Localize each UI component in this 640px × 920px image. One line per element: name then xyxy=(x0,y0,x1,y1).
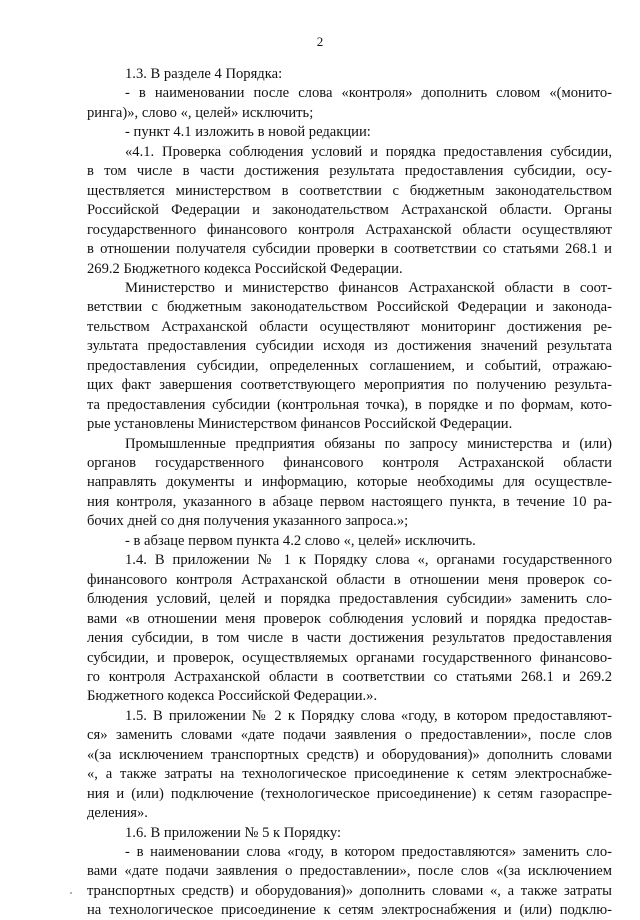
text-line: Министерство и министерство финансов Астраханской области в соот- xyxy=(125,279,612,296)
scan-speck xyxy=(70,892,72,894)
text-line: 1.6. В приложении № 5 к Порядку: xyxy=(125,824,342,841)
text-line: ринга)», слово «, целей» исключить; xyxy=(87,104,314,121)
text-line: ления субсидии, в том числе в части достижения результатов предоставления xyxy=(87,630,612,647)
text-line: бочих дней со дня получения указанного запроса.»; xyxy=(87,513,409,530)
text-line: - пункт 4.1 изложить в новой редакции: xyxy=(125,124,371,141)
text-line: ветствии с бюджетным законодательством Российской Федерации и законода- xyxy=(87,299,612,316)
text-line: щих факт завершения соответствующего мероприятия по получению результа- xyxy=(87,377,612,394)
text-line: - в наименовании слова «году, в котором предоставляются» заменить сло- xyxy=(125,844,612,860)
text-line: - в наименовании после слова «контроля» дополнить словом «(монито- xyxy=(125,85,612,102)
text-line: вами «в отношении меня проверок соблюдения условий и порядка предостав- xyxy=(87,610,612,627)
text-line: 1.4. В приложении № 1 к Порядку слова «, органами государственного xyxy=(125,552,612,569)
text-line: в отношении получателя субсидии проверки в соответствии со статьями 268.1 и xyxy=(87,241,612,258)
text-line: субсидии, и проверок, осуществляемых органами государственного финансово- xyxy=(87,649,612,666)
text-line: транспортных средств) и оборудования)» дополнить словами «, а также затраты xyxy=(87,882,612,899)
text-line: 1.3. В разделе 4 Порядка: xyxy=(125,66,283,82)
text-line: ния контроля, указанного в абзаце первом настоящего пункта, в течение 10 ра- xyxy=(87,493,612,510)
text-line: ния и (или) подключение (технологическое присоединение) к сетям газораспре- xyxy=(87,785,612,802)
text-line: вами «дате подачи заявления о предоставлении», после слов «(за исключением xyxy=(87,863,612,880)
text-line: деления». xyxy=(87,805,148,822)
text-line: тельством Астраханской области осуществляют мониторинг достижения ре- xyxy=(87,318,612,335)
text-line: органов государственного финансового контроля Астраханской области xyxy=(87,455,612,471)
page-number: 2 xyxy=(316,34,324,49)
text-line: зультата предоставления субсидии исходя из достижения значений результата xyxy=(87,338,612,355)
text-line: го контроля Астраханской области в соответствии со статьями 268.1 и 269.2 xyxy=(87,668,612,685)
text-line: ществляется министерством в соответствии с бюджетным законодательством xyxy=(87,182,612,199)
text-line: 1.5. В приложении № 2 к Порядку слова «году, в котором предоставляют- xyxy=(125,707,612,724)
text-line: предоставления субсидии, определенных соглашением, и событий, отражаю- xyxy=(87,357,612,374)
text-line: финансового контроля Астраханской области в отношении меня проверок со- xyxy=(87,571,612,588)
text-line: Промышленные предприятия обязаны по запросу министерства и (или) xyxy=(125,435,612,452)
text-line: Российской Федерации и законодательством Астраханской области. Органы xyxy=(87,202,612,219)
text-line: ся» заменить словами «дате подачи заявления о предоставлении», после слов xyxy=(87,727,612,744)
text-line: в том числе в части достижения результата предоставления субсидии, осу- xyxy=(87,163,612,180)
text-line: рые установлены Министерством финансов Российской Федерации. xyxy=(87,416,513,433)
text-line: Бюджетного кодекса Российской Федерации.». xyxy=(87,688,378,705)
text-line: 269.2 Бюджетного кодекса Российской Федерации. xyxy=(87,260,403,277)
text-line: на технологическое присоединение к сетям электроснабжения и (или) подклю- xyxy=(87,902,612,919)
text-line: направлять документы и информацию, которые необходимы для осуществле- xyxy=(87,474,612,491)
text-line: «4.1. Проверка соблюдения условий и порядка предоставления субсидии, xyxy=(125,143,612,160)
text-line: - в абзаце первом пункта 4.2 слово «, целей» исключить. xyxy=(125,532,476,549)
text-line: блюдения условий, целей и порядка предоставления субсидии» заменить сло- xyxy=(87,591,612,608)
text-line: «, а также затраты на технологическое присоединение к сетям электроснабже- xyxy=(87,766,612,783)
text-line: та предоставления субсидии (контрольная точка), в порядке и по формам, кото- xyxy=(87,396,612,413)
text-line: «(за исключением транспортных средств) и оборудования)» дополнить словами xyxy=(87,746,612,763)
text-line: государственного финансового контроля Астраханской области осуществляют xyxy=(87,221,612,238)
